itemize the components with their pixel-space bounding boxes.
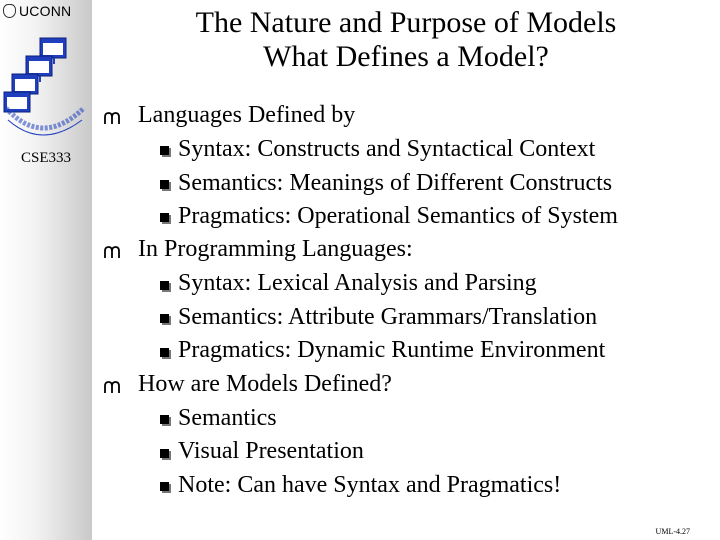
bullet-marker-icon (104, 246, 120, 259)
title-line-2: What Defines a Model? (263, 40, 549, 73)
sub-bullet-icon (160, 213, 169, 222)
slide-title (96, 6, 716, 74)
sub-bullet-icon (160, 314, 169, 323)
title-line-1: The Nature and Purpose of Models (195, 6, 617, 39)
sub-bullet-semantics: Semantics: Attribute Grammars/Translation (178, 304, 598, 330)
sub-bullet-icon (160, 348, 169, 357)
sub-bullet-icon (160, 415, 169, 424)
bullet-programming-languages: In Programming Languages: (138, 236, 413, 262)
uconn-logo (3, 3, 71, 19)
sub-bullet-icon (160, 281, 169, 290)
sub-bullet-pragmatics: Pragmatics: Operational Semantics of System (178, 203, 618, 229)
sidebar (0, 0, 92, 540)
bullet-marker-icon (104, 381, 120, 394)
sub-bullet-syntax: Syntax: Constructs and Syntactical Context (178, 136, 596, 162)
sub-bullet-visual-presentation: Visual Presentation (178, 438, 364, 464)
sub-bullet-syntax: Syntax: Lexical Analysis and Parsing (178, 270, 537, 296)
course-code: CSE333 (20, 150, 71, 166)
bullet-models-defined: How are Models Defined? (138, 371, 392, 397)
sub-bullet-icon (160, 482, 169, 491)
sub-bullet-icon (160, 146, 169, 155)
seal-icon (3, 4, 16, 18)
slide-number: UML-4.27 (655, 527, 690, 536)
bullet-languages-defined: Languages Defined by (138, 102, 356, 128)
sub-bullet-icon (160, 449, 169, 458)
sub-bullet-semantics: Semantics (178, 405, 277, 431)
sub-bullet-pragmatics: Pragmatics: Dynamic Runtime Environment (178, 337, 606, 363)
sub-bullet-note: Note: Can have Syntax and Pragmatics! (178, 472, 562, 498)
sub-bullet-semantics: Semantics: Meanings of Different Constructs (178, 170, 613, 196)
sub-bullet-icon (160, 180, 169, 189)
bullet-marker-icon (104, 112, 120, 125)
institution-name: UCONN (19, 3, 72, 19)
department-logo (2, 28, 86, 146)
